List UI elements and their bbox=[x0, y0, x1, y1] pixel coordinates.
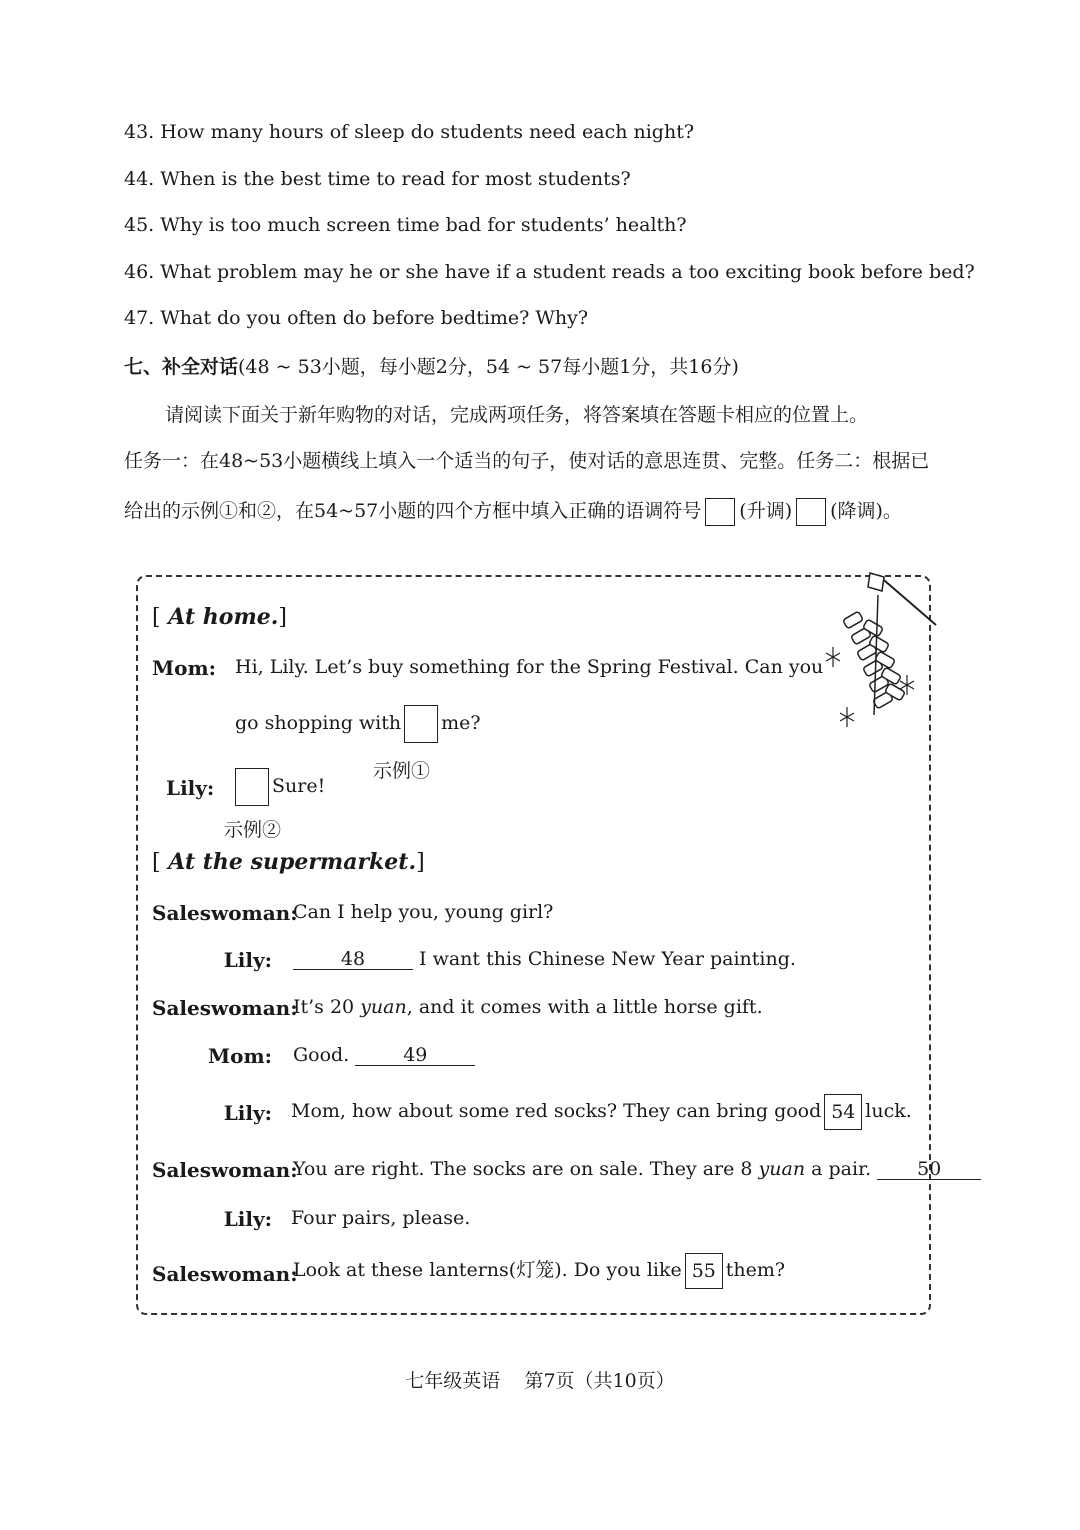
lily-line-2-a: Mom, how about some red socks? They can bring good bbox=[291, 1100, 822, 1122]
question-47: 47. What do you often do before bedtime? Why? bbox=[124, 307, 589, 329]
question-46: 46. What problem may he or she have if a student reads a too exciting book before bed? bbox=[124, 261, 975, 283]
example-2-box bbox=[235, 768, 269, 806]
saleswoman-line-4-b: them? bbox=[725, 1259, 786, 1281]
scene-at-home-text: At home. bbox=[168, 604, 279, 630]
bracket-close: ] bbox=[278, 605, 287, 630]
mom-line-1: Hi, Lily. Let’s buy something for the Spring Festival. Can you bbox=[235, 656, 824, 678]
lily-line-2-b: luck. bbox=[865, 1100, 912, 1122]
speaker-mom: Mom: bbox=[152, 656, 217, 680]
falling-tone-box bbox=[796, 498, 826, 526]
section-title-text: 七、补全对话 bbox=[124, 356, 239, 378]
yuan-word: yuan bbox=[758, 1158, 806, 1180]
bracket-close: ] bbox=[416, 850, 425, 875]
speaker-saleswoman: Saleswoman: bbox=[152, 901, 298, 925]
firecracker-decoration-icon bbox=[818, 565, 943, 735]
saleswoman-line-2-a: It’s 20 bbox=[293, 996, 361, 1018]
speaker-saleswoman: Saleswoman: bbox=[152, 1158, 298, 1182]
lily-line-2 bbox=[291, 1094, 912, 1130]
section-title bbox=[124, 352, 739, 379]
mom-line-3 bbox=[293, 1044, 475, 1066]
saleswoman-line-3-b: a pair. bbox=[805, 1158, 872, 1180]
mom-good: Good. bbox=[293, 1044, 350, 1066]
rising-tone-label: (升调) bbox=[739, 500, 793, 522]
speaker-saleswoman: Saleswoman: bbox=[152, 996, 298, 1020]
lily-sure: Sure! bbox=[272, 775, 326, 797]
saleswoman-line-4-a: Look at these lanterns(灯笼). Do you like bbox=[293, 1259, 682, 1281]
instruction-line-3 bbox=[124, 496, 902, 526]
saleswoman-line-2-b: , and it comes with a little horse gift. bbox=[406, 996, 763, 1018]
yuan-word: yuan bbox=[360, 996, 407, 1018]
saleswoman-line-2 bbox=[293, 996, 763, 1018]
instruction-line-3-text: 给出的示例①和②，在54~57小题的四个方框中填入正确的语调符号 bbox=[124, 500, 702, 522]
speaker-lily: Lily: bbox=[223, 1207, 272, 1231]
mom-line-2-a: go shopping with bbox=[235, 712, 402, 734]
saleswoman-line-3-a: You are right. The socks are on sale. They are 8 bbox=[293, 1158, 759, 1180]
lily-sure-line bbox=[235, 768, 325, 806]
bracket-open: [ bbox=[152, 605, 161, 630]
blank-49[interactable]: 49 bbox=[355, 1045, 475, 1066]
speaker-lily: Lily: bbox=[223, 948, 272, 972]
mom-line-2-b: me? bbox=[441, 712, 481, 734]
box-55[interactable]: 55 bbox=[685, 1253, 723, 1289]
lily-line-1 bbox=[293, 948, 796, 970]
rising-tone-box bbox=[705, 498, 735, 526]
lily-line-3: Four pairs, please. bbox=[291, 1207, 471, 1229]
question-44: 44. When is the best time to read for most students? bbox=[124, 168, 631, 190]
question-45: 45. Why is too much screen time bad for students’ health? bbox=[124, 214, 687, 236]
blank-50[interactable]: 50 bbox=[877, 1159, 981, 1180]
dialogue-frame bbox=[136, 575, 931, 1315]
instruction-line-2: 任务一：在48~53小题横线上填入一个适当的句子，使对话的意思连贯、完整。任务二：根据已 bbox=[124, 450, 930, 472]
speaker-mom: Mom: bbox=[207, 1044, 272, 1068]
page-footer: 七年级英语 第7页（共10页） bbox=[405, 1370, 675, 1392]
bracket-open: [ bbox=[152, 850, 161, 875]
example-1-label: 示例① bbox=[373, 760, 431, 782]
speaker-saleswoman: Saleswoman: bbox=[152, 1262, 298, 1286]
scene-at-supermarket bbox=[152, 849, 425, 875]
scene-at-home bbox=[152, 604, 287, 630]
box-54[interactable]: 54 bbox=[824, 1094, 862, 1130]
example-1-box bbox=[404, 705, 438, 743]
lily-line-1-text: I want this Chinese New Year painting. bbox=[419, 948, 796, 970]
speaker-lily: Lily: bbox=[223, 1101, 272, 1125]
mom-line-2 bbox=[235, 705, 481, 743]
question-43: 43. How many hours of sleep do students need each night? bbox=[124, 121, 695, 143]
section-points: (48 ~ 53小题，每小题2分，54 ~ 57每小题1分，共16分) bbox=[238, 356, 739, 378]
saleswoman-line-4 bbox=[293, 1253, 785, 1289]
blank-48[interactable]: 48 bbox=[293, 949, 413, 970]
saleswoman-line-1: Can I help you, young girl? bbox=[293, 901, 554, 923]
scene-at-supermarket-text: At the supermarket. bbox=[168, 849, 417, 875]
example-2-label: 示例② bbox=[224, 819, 282, 841]
saleswoman-line-3 bbox=[293, 1158, 981, 1180]
falling-tone-label: (降调)。 bbox=[830, 500, 902, 522]
speaker-lily: Lily: bbox=[166, 776, 215, 800]
instruction-line-1: 请阅读下面关于新年购物的对话，完成两项任务，将答案填在答题卡相应的位置上。 bbox=[165, 404, 869, 426]
